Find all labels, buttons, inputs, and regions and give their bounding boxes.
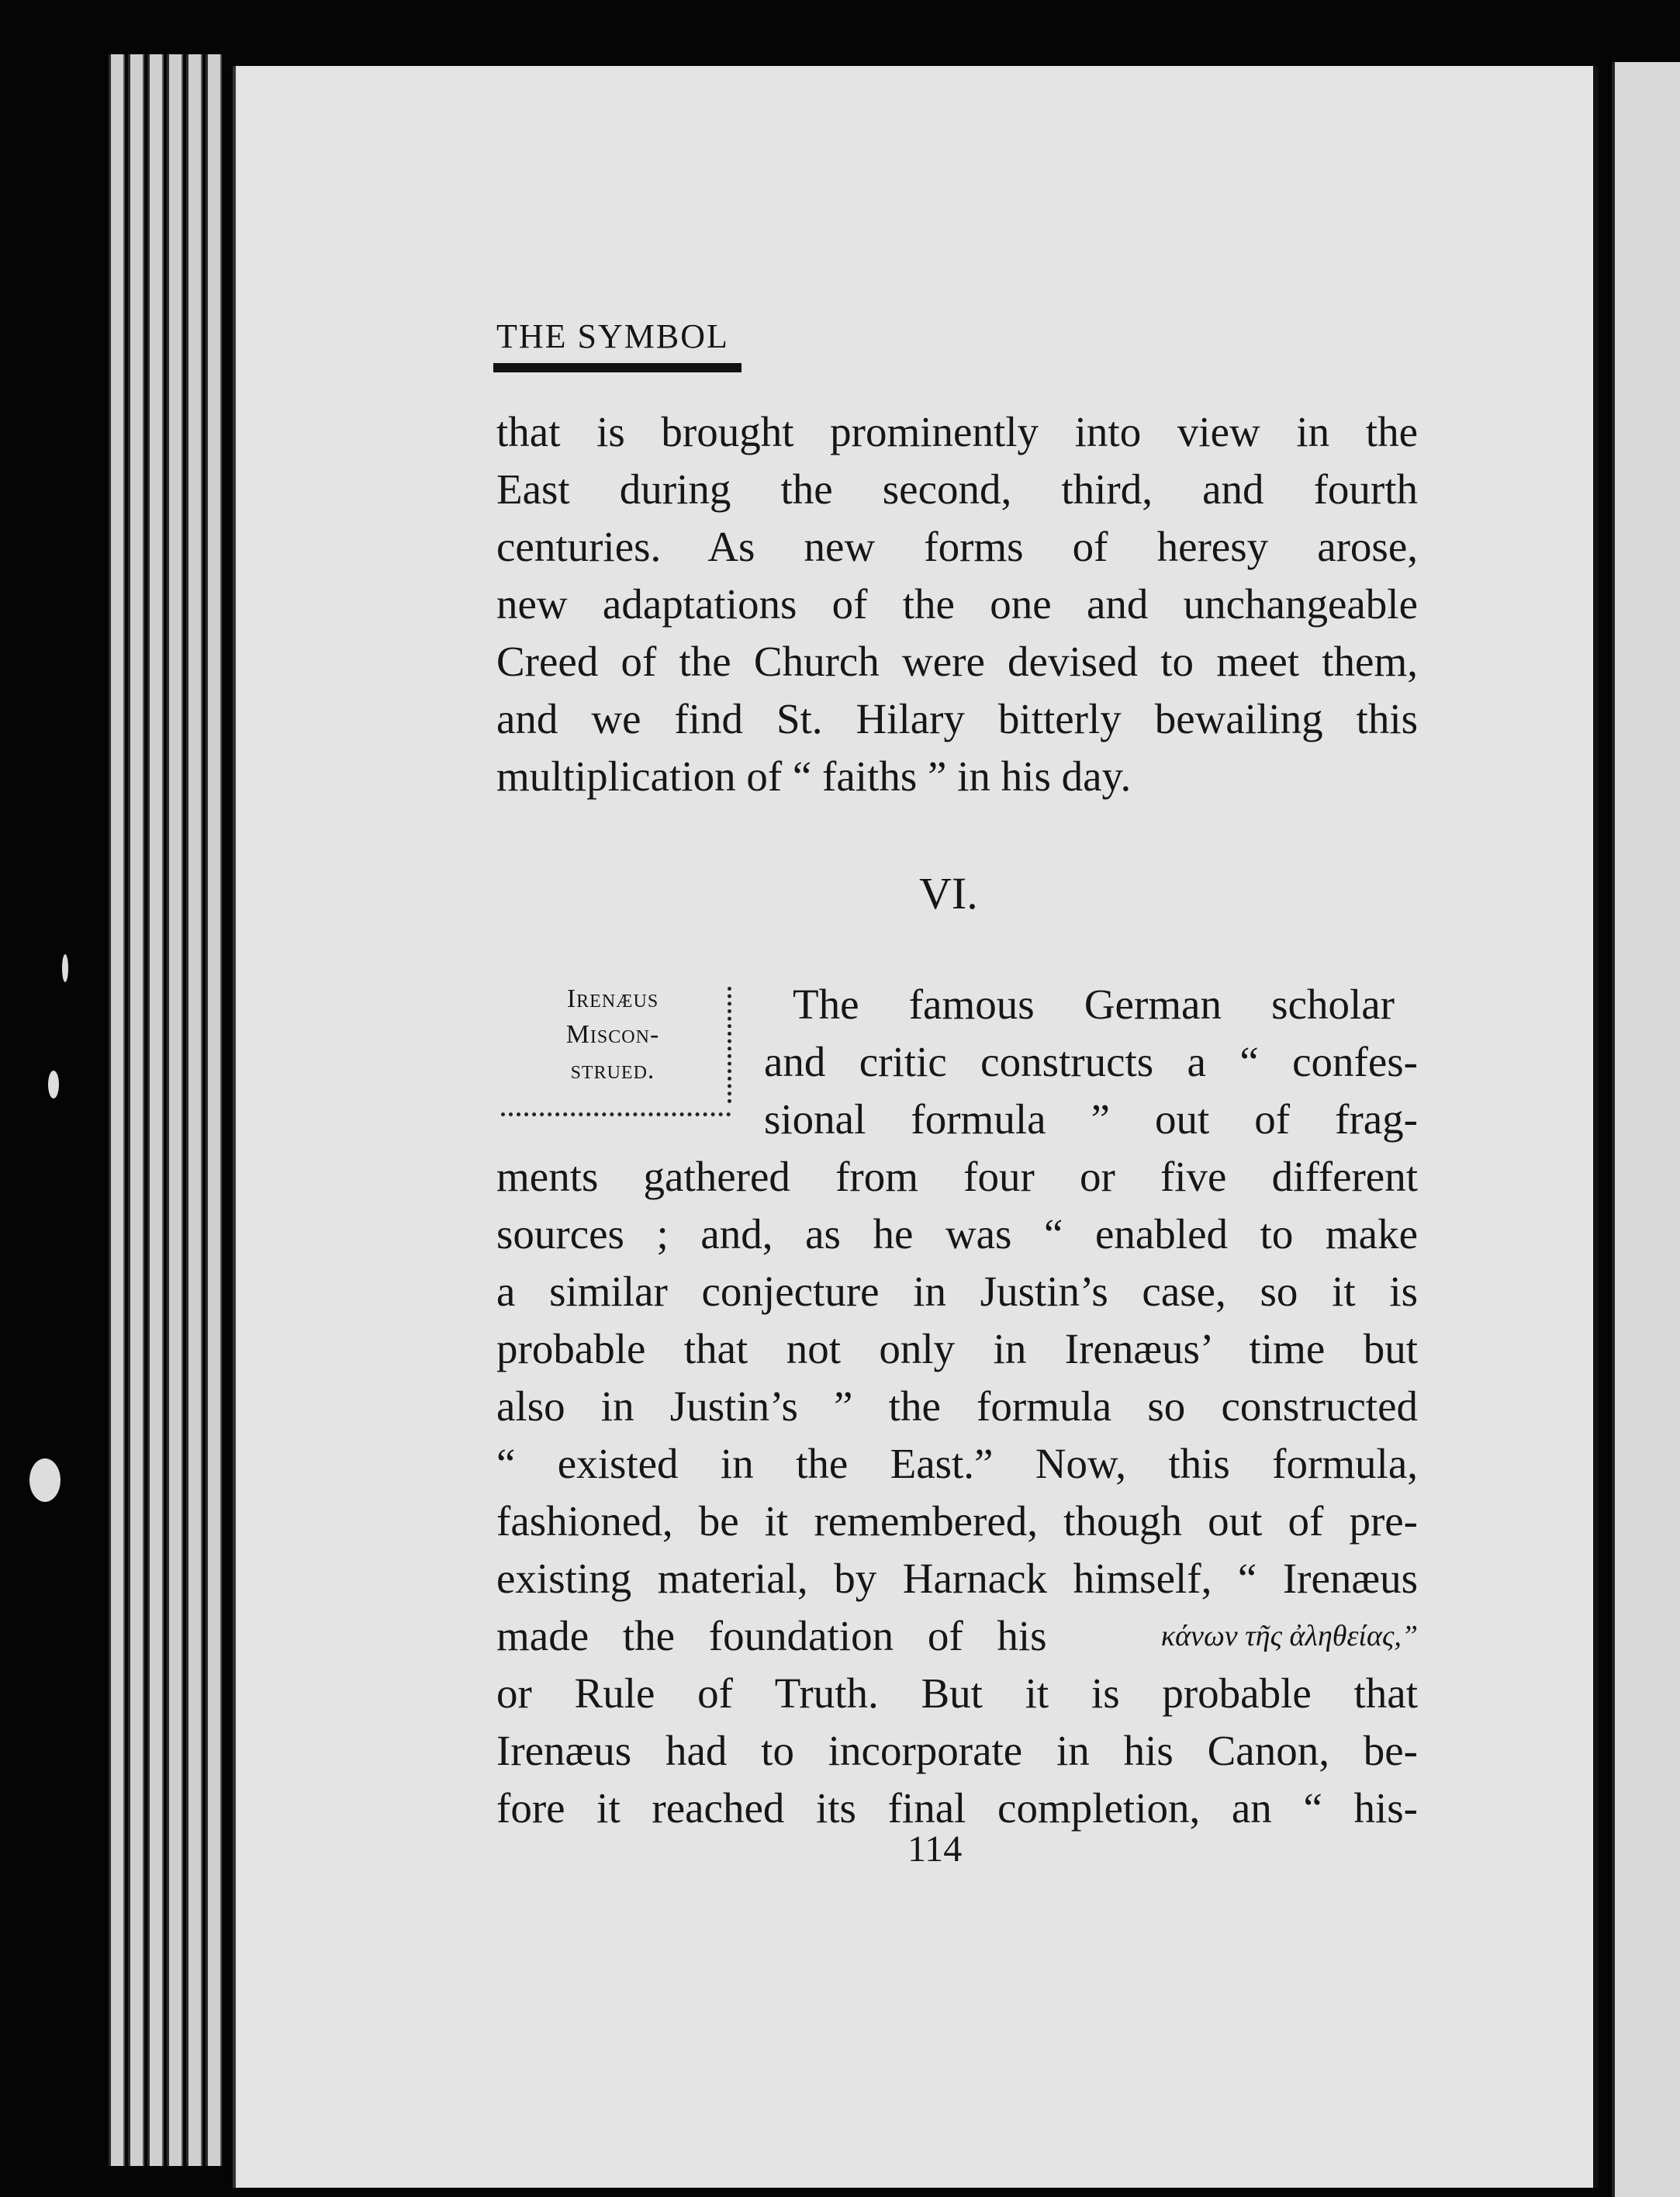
text-line: multiplication of “ faiths ” in his day.	[496, 753, 1132, 800]
margin-note	[496, 981, 729, 1088]
page-edge	[206, 54, 222, 2166]
page-number: 114	[907, 1829, 963, 1870]
header-rule	[493, 363, 741, 372]
text-line-part: made the foundation of his	[496, 1612, 1047, 1659]
text-line: The famous German scholar	[793, 981, 1395, 1028]
page-edge	[109, 54, 125, 2166]
page-edge	[128, 54, 144, 2166]
text-line: Creed of the Church were devised to meet them,	[496, 638, 1418, 685]
text-line: and we find St. Hilary bitterly bewailing this	[496, 695, 1418, 742]
text-line: sources ; and, as he was “ enabled to make	[496, 1210, 1418, 1258]
text-line: probable that not only in Irenæus’ time but	[496, 1325, 1418, 1372]
text-line: centuries. As new forms of heresy arose,	[496, 523, 1418, 570]
text-line: and critic constructs a “ confes-	[764, 1038, 1418, 1085]
text-line: ments gathered from four or five different	[496, 1153, 1418, 1200]
page-edge	[167, 54, 183, 2166]
page-edge	[186, 54, 202, 2166]
text-line: new adaptations of the one and unchangeable	[496, 580, 1418, 628]
text-line: a similar conjecture in Justin’s case, so it is	[496, 1268, 1418, 1315]
section-number: VI.	[919, 868, 978, 919]
text-line: existing material, by Harnack himself, “ Irenæus	[496, 1555, 1418, 1602]
text-line: that is brought prominently into view in the	[496, 408, 1418, 455]
margin-note-border	[728, 987, 731, 1103]
scan-speck	[62, 954, 68, 982]
margin-note-border	[501, 1112, 731, 1116]
text-line: East during the second, third, and fourth	[496, 465, 1418, 513]
text-line	[496, 1607, 1418, 1665]
margin-note-line: Miscon-	[565, 1020, 660, 1049]
margin-note-line: Irenæus	[566, 984, 659, 1013]
text-line: also in Justin’s ” the formula so constructed	[496, 1382, 1418, 1430]
facing-page-edge	[1612, 62, 1680, 2197]
text-line: “ existed in the East.” Now, this formula,	[496, 1440, 1418, 1487]
running-title: THE SYMBOL	[496, 317, 729, 355]
scan-speck	[48, 1071, 59, 1098]
text-line: fashioned, be it remembered, though out of pre-	[496, 1497, 1418, 1545]
text-line: or Rule of Truth. But it is probable that	[496, 1669, 1418, 1717]
text-line: Irenæus had to incorporate in his Canon, be-	[496, 1727, 1418, 1774]
greek-phrase: κάνων τῆς ἀληθείας,”	[1160, 1620, 1418, 1652]
scan-speck	[29, 1458, 60, 1502]
text-line: sional formula ” out of frag-	[764, 1095, 1418, 1143]
text-line: fore it reached its final completion, an “ his-	[496, 1784, 1418, 1832]
margin-note-line: strued.	[570, 1056, 655, 1085]
page-edge	[147, 54, 164, 2166]
